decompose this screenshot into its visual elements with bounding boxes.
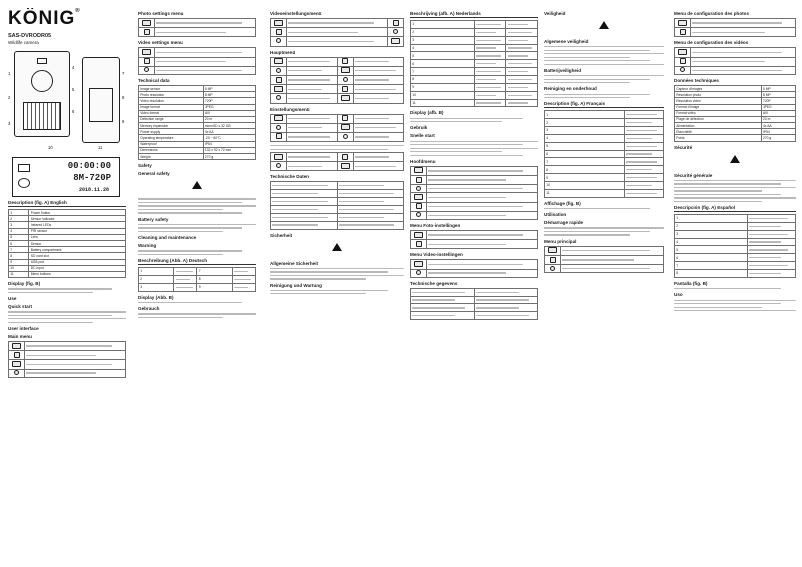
pir-sensor-illustration	[37, 58, 47, 64]
french-use-heading: Utilisation	[544, 212, 567, 218]
general-safety-heading: General safety	[138, 171, 170, 177]
sensor-icon	[276, 77, 282, 83]
french-tech-table	[674, 85, 796, 142]
callout-label: 10	[48, 145, 53, 150]
camera-icon	[550, 257, 556, 263]
french-quick-start-heading: Démarrage rapide	[544, 220, 584, 226]
general-safety-heading: Allgemeine Sicherheit	[270, 260, 318, 266]
tech-data-heading: Technische Daten	[270, 174, 309, 180]
callout-label: 6	[72, 109, 75, 114]
warning-icon	[332, 243, 342, 251]
screen-mode: 8M-720P	[73, 173, 111, 183]
lock-icon	[343, 77, 348, 82]
table-row: 9 USB port	[9, 259, 126, 265]
warning-icon	[192, 181, 202, 189]
battery-icon	[341, 163, 350, 169]
sensor-icon	[416, 212, 421, 217]
german-tech-table	[270, 181, 404, 229]
tech-data-heading: Technical data	[138, 77, 170, 83]
password-icon	[343, 134, 348, 139]
main-menu-table	[8, 341, 126, 378]
settings-icon	[276, 38, 281, 43]
description-heading: Description (fig. A) English	[8, 200, 126, 207]
table-row: Résolution photo 8 MP	[675, 92, 796, 98]
dutch-description-heading: Beschrijving (afb. A) Nederlands	[410, 11, 538, 18]
table-row: Video resolution 720P	[139, 98, 256, 104]
burst-icon	[144, 29, 150, 35]
spanish-description-heading: Descripción (fig. A) Español	[674, 205, 796, 212]
dutch-general-safety-heading: Algemene veiligheid	[544, 39, 589, 44]
camera-back-illustration	[82, 57, 120, 143]
settings-icon	[14, 370, 19, 375]
french-main-menu-table	[544, 246, 664, 274]
security-heading: Sicherheit	[270, 232, 293, 238]
dutch-cleaning-heading: Reiniging en onderhoud	[544, 86, 597, 92]
timer-icon	[276, 68, 281, 73]
user-interface-heading: User interface	[8, 325, 39, 331]
callout-label: 9	[122, 119, 125, 124]
settings-icon	[550, 266, 555, 271]
dutch-main-menu-table	[410, 166, 538, 220]
main-menu-heading: Main menu	[8, 333, 32, 339]
resolution-icon	[414, 232, 423, 238]
french-description-table: 1 2 3 4 5 6 7 8 9 10 11	[544, 110, 664, 197]
french-photo-menu-heading: Menu de configuration des photos	[674, 11, 750, 16]
french-main-menu-heading: Menu principal	[544, 238, 577, 244]
column-german-menus	[270, 8, 404, 560]
dutch-photo-menu-heading: Menu Foto-instellingen	[410, 222, 461, 228]
dutch-video-menu-heading: Menu Video-instellingen	[410, 252, 463, 258]
model-number: SAS-DVRODR05	[8, 33, 52, 39]
video-icon	[342, 154, 348, 160]
table-row: Dimensions 132 x 92 x 72 mm	[139, 147, 256, 153]
audio-icon	[416, 270, 421, 275]
column-dutch	[410, 8, 538, 560]
interval-icon	[276, 125, 281, 130]
table-row: Poids 270 g	[675, 135, 796, 141]
lens-illustration	[31, 70, 53, 92]
callout-label: 4	[72, 65, 75, 70]
menu-icon	[414, 167, 423, 173]
video-settings-table	[138, 47, 256, 75]
callout-label: 11	[98, 145, 103, 150]
french-safety-heading: Sécurité	[674, 144, 693, 150]
table-row: Plage de détection 20 m	[675, 116, 796, 122]
video-icon	[276, 29, 282, 35]
menu-icon	[274, 20, 283, 26]
callout-label: 7	[122, 71, 125, 76]
german-extra-table	[270, 152, 404, 171]
french-display-heading: Affichage (fig. B)	[544, 200, 581, 206]
spanish-display-heading: Pantalla (fig. B)	[674, 280, 708, 286]
screen-date: 2018.11.28	[78, 187, 109, 193]
french-photo-table	[674, 18, 796, 37]
display-screen-illustration	[12, 157, 120, 197]
german-video-table	[270, 18, 404, 47]
spanish-use-heading: Uso	[674, 292, 683, 298]
dutch-main-menu-heading: Hoofdmenu	[410, 158, 436, 164]
table-row: Operating temperature -20 ~ 60°C	[139, 135, 256, 141]
video-icon	[414, 194, 423, 200]
exit-icon	[393, 20, 399, 26]
table-row: 10 DC input	[9, 265, 126, 271]
callout-label: 3	[8, 121, 11, 126]
display-heading: Display (fig. B)	[8, 281, 41, 287]
warning-heading: Warning	[138, 243, 157, 249]
info-icon	[341, 95, 350, 101]
table-row: Waterproof IP54	[139, 141, 256, 147]
date-icon	[341, 67, 350, 73]
callout-label: 1	[8, 71, 11, 76]
table-row: Power supply 4x AA	[139, 129, 256, 135]
resolution-icon	[142, 20, 151, 26]
table-row: Alimentation 4x AA	[675, 123, 796, 129]
callout-label: 2	[8, 95, 11, 100]
cleaning-heading: Reinigung und Wartung	[270, 282, 322, 288]
video-length-icon	[680, 58, 686, 64]
video-resolution-icon	[414, 261, 423, 267]
video-resolution-icon	[678, 49, 687, 55]
warning-icon	[599, 21, 609, 29]
table-row: Image sensor 5 MP	[139, 85, 256, 91]
dutch-description-table: 1 2 3 4 5 6 7 8 9 10 11	[410, 20, 538, 107]
table-row: 1 Power button	[9, 210, 126, 216]
main-menu-heading: Hauptmenü	[270, 49, 296, 55]
screen-time: 00:00:00	[67, 161, 111, 171]
camera-diagram	[8, 51, 126, 151]
camera-icon	[14, 352, 20, 358]
table-row: Étanchéité IP54	[675, 129, 796, 135]
length-icon	[391, 38, 400, 44]
video-resolution-icon	[142, 49, 151, 55]
video-icon	[342, 58, 348, 64]
dutch-video-table	[410, 259, 538, 277]
dutch-quick-start-heading: Snelle start	[410, 133, 435, 139]
warning-icon	[730, 155, 740, 163]
sd-card-icon	[276, 163, 281, 168]
column-french-spanish	[674, 8, 796, 560]
dutch-display-heading: Display (afb. B)	[410, 110, 444, 116]
brand-logo: KÖNIG®	[8, 8, 81, 29]
quick-start-heading: Quick start	[8, 304, 32, 310]
french-video-table	[674, 47, 796, 75]
table-row: Memory expansion microSD ≤ 32 GB	[139, 123, 256, 129]
table-row: 5 Lens	[9, 234, 126, 240]
dutch-tech-table	[410, 288, 538, 320]
german-main-menu-table	[270, 57, 404, 104]
column-english-description	[8, 8, 126, 560]
table-row: Capteur d’images 5 MP	[675, 85, 796, 91]
dutch-use-heading: Gebruik	[410, 125, 428, 131]
resolution-icon	[678, 20, 687, 26]
language-icon	[276, 95, 281, 100]
audio-icon	[680, 67, 685, 72]
tech-data-table	[138, 85, 256, 160]
sensitivity-icon	[341, 124, 350, 130]
table-row: 11 Menu buttons	[9, 271, 126, 277]
table-row: Résolution vidéo 720P	[675, 98, 796, 104]
control-panel-illustration	[89, 88, 113, 122]
german-description-heading: Beschreibung (Abb. A) Deutsch	[138, 258, 256, 265]
audio-icon	[144, 67, 149, 72]
use-heading: Use	[8, 296, 17, 302]
reset-icon	[342, 86, 348, 92]
dutch-tech-heading: Technische gegevens	[410, 280, 458, 286]
infrared-led-grid-illustration	[23, 102, 61, 130]
cleaning-heading: Cleaning and maintenance	[138, 235, 197, 241]
settings-icon	[416, 186, 421, 191]
photo-icon	[274, 58, 283, 64]
french-description-heading: Description (fig. A) Français	[544, 101, 664, 108]
calendar-icon	[342, 115, 348, 121]
battery-icon	[18, 178, 30, 188]
camera-mode-icon	[18, 164, 30, 172]
video-settings-menu-heading: Videoeinstellungsmenü	[270, 11, 322, 16]
table-row: Photo resolution 8 MP	[139, 92, 256, 98]
safety-heading: Safety	[138, 163, 152, 169]
french-video-menu-heading: Menu de configuration des vidéos	[674, 40, 749, 46]
callout-label: 5	[72, 87, 75, 92]
burst-icon	[416, 241, 422, 247]
camera-icon	[416, 177, 422, 183]
german-use-heading: Gebrauch	[138, 306, 160, 312]
table-row: Detection range 20 m	[139, 116, 256, 122]
table-row: Video format AVI	[139, 110, 256, 116]
camera-front-illustration	[14, 51, 70, 137]
photo-icon	[274, 154, 283, 160]
video-settings-heading: Video settings menu	[138, 40, 183, 46]
dutch-battery-safety-heading: Batterijveiligheid	[544, 67, 582, 73]
photo-settings-table	[138, 18, 256, 37]
table-row: 4 PIR sensor	[9, 228, 126, 234]
table-row: 8 SD card slot	[9, 253, 126, 259]
column-english-settings	[138, 8, 256, 560]
product-subtitle: Wildlife camera	[8, 40, 39, 45]
menu-icon	[12, 343, 21, 349]
table-row: 7 Battery compartment	[9, 247, 126, 253]
table-row: Format d’image JPEG	[675, 104, 796, 110]
video-length-icon	[144, 58, 150, 64]
burst-icon	[680, 29, 686, 35]
timer-icon	[416, 203, 422, 209]
table-row: Format vidéo AVI	[675, 110, 796, 116]
german-description-table: 1 7 2 8 3 9	[138, 267, 256, 292]
photo-settings-heading: Photo settings menu	[138, 11, 184, 16]
table-row: 2 Sensor indicator	[9, 216, 126, 222]
dutch-safety-heading: Veiligheid	[544, 11, 566, 16]
format-icon	[274, 86, 283, 92]
table-row: 6 Sensor	[9, 240, 126, 246]
battery-safety-heading: Battery safety	[138, 216, 169, 222]
description-table	[8, 209, 126, 278]
table-row: Image format JPEG	[139, 104, 256, 110]
table-row: 3 Infrared LEDs	[9, 222, 126, 228]
audio-icon	[393, 29, 398, 34]
table-row: Weight 270 g	[139, 154, 256, 160]
callout-label: 8	[122, 95, 125, 100]
video-icon	[12, 361, 21, 367]
timestamp-icon	[276, 133, 282, 139]
settings-menu-heading: Einstellungsmenü	[270, 106, 310, 112]
menu-icon	[548, 247, 557, 253]
dutch-photo-table	[410, 230, 538, 249]
french-general-safety-heading: Sécurité générale	[674, 172, 713, 178]
german-settings-table	[270, 114, 404, 143]
spanish-description-table: 1 2 3 4 5 6 7 8	[674, 214, 796, 278]
column-dutch-safety-french	[544, 8, 664, 560]
german-display-heading: Display (Abb. B)	[138, 294, 174, 300]
french-tech-heading: Données techniques	[674, 77, 719, 83]
clock-icon	[274, 115, 283, 121]
